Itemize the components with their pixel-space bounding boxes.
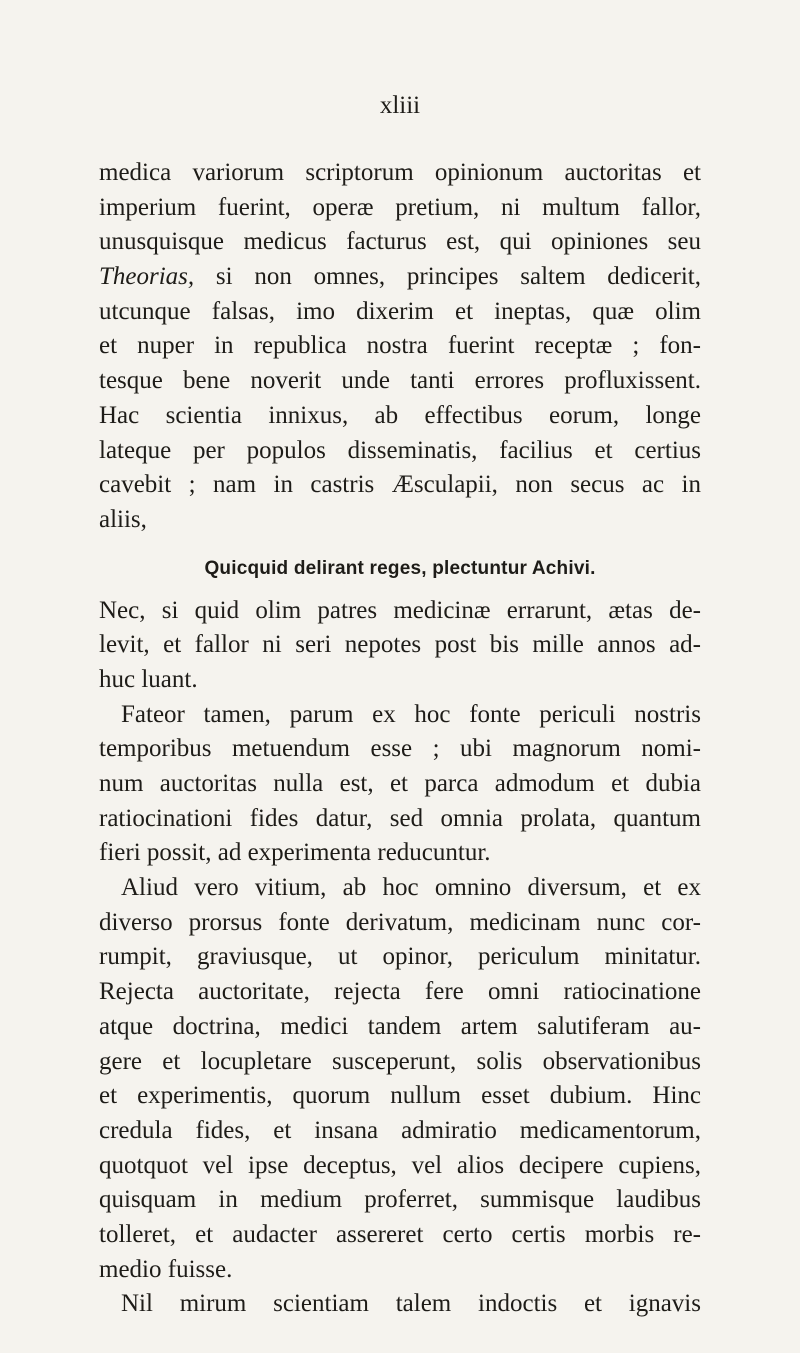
text-line: temporibus metuendum esse ; ubi magnorum nomi- [99, 735, 701, 763]
text-line: Nec, si quid olim patres medicinæ errarunt, ætas de- [99, 596, 701, 624]
text-line: ratiocinationi fides datur, sed omnia prolata, quantum [99, 804, 701, 832]
text-line: Rejecta auctoritate, rejecta fere omni ratiocinatione [99, 978, 701, 1006]
text-line: credula fides, et insana admiratio medicamentorum, [99, 1116, 701, 1144]
verse-quotation: Quicquid delirant reges, plectuntur Achivi. [204, 557, 596, 579]
text-line: huc luant. [99, 665, 198, 693]
body-text [99, 156, 701, 1322]
text-line: lateque per populos disseminatis, facilius et certius [99, 436, 701, 464]
text-line: gere et locupletare susceperunt, solis observationibus [99, 1047, 701, 1075]
text-line: Aliud vero vitium, ab hoc omnino diversum, et ex [121, 874, 701, 902]
text-line: tolleret, et audacter assereret certo certis morbis re- [99, 1220, 701, 1248]
text-line: diverso prorsus fonte derivatum, medicinam nunc cor- [99, 908, 701, 936]
text-line: aliis, [99, 505, 147, 533]
text-line: medica variorum scriptorum opinionum auctoritas et [99, 159, 701, 186]
text-line: cavebit ; nam in castris Æsculapii, non secus ac in [99, 471, 701, 499]
text-line: utcunque falsas, imo dixerim et ineptas, quæ olim [99, 297, 701, 325]
text-fragment: si non omnes, principes saltem dedicerit, [215, 263, 702, 291]
text-line: Fateor tamen, parum ex hoc fonte periculi nostris [121, 700, 701, 728]
text-line: levit, et fallor ni seri nepotes post bis mille annos ad- [99, 631, 701, 659]
text-line: et nuper in republica nostra fuerint receptæ ; fon- [99, 332, 701, 360]
text-line: Nil mirum scientiam talem indoctis et ignavis [121, 1290, 701, 1318]
text-line: quisquam in medium proferret, summisque laudibus [99, 1186, 701, 1214]
text-line: num auctoritas nulla est, et parca admodum et dubia [99, 770, 701, 797]
text-line: et experimentis, quorum nullum esset dubium. Hinc [99, 1082, 701, 1110]
text-line: unusquisque medicus facturus est, qui opiniones seu [99, 228, 701, 256]
text-line: Hac scientia innixus, ab effectibus eorum, longe [99, 401, 701, 429]
text-line: medio fuisse. [99, 1255, 233, 1283]
text-line: tesque bene noverit unde tanti errores profluxissent. [99, 367, 701, 395]
text-line: rumpit, graviusque, ut opinor, periculum minitatur. [99, 943, 701, 971]
text-line: atque doctrina, medici tandem artem salutiferam au- [99, 1012, 701, 1040]
text-line [99, 260, 701, 295]
text-line: imperium fuerint, operæ pretium, ni multum fallor, [99, 193, 701, 221]
page-number: xliii [379, 92, 421, 119]
text-line: quotquot vel ipse deceptus, vel alios decipere cupiens, [99, 1151, 701, 1179]
italic-term: Theorias, [99, 263, 195, 291]
text-line: fieri possit, ad experimenta reducuntur. [99, 839, 491, 867]
